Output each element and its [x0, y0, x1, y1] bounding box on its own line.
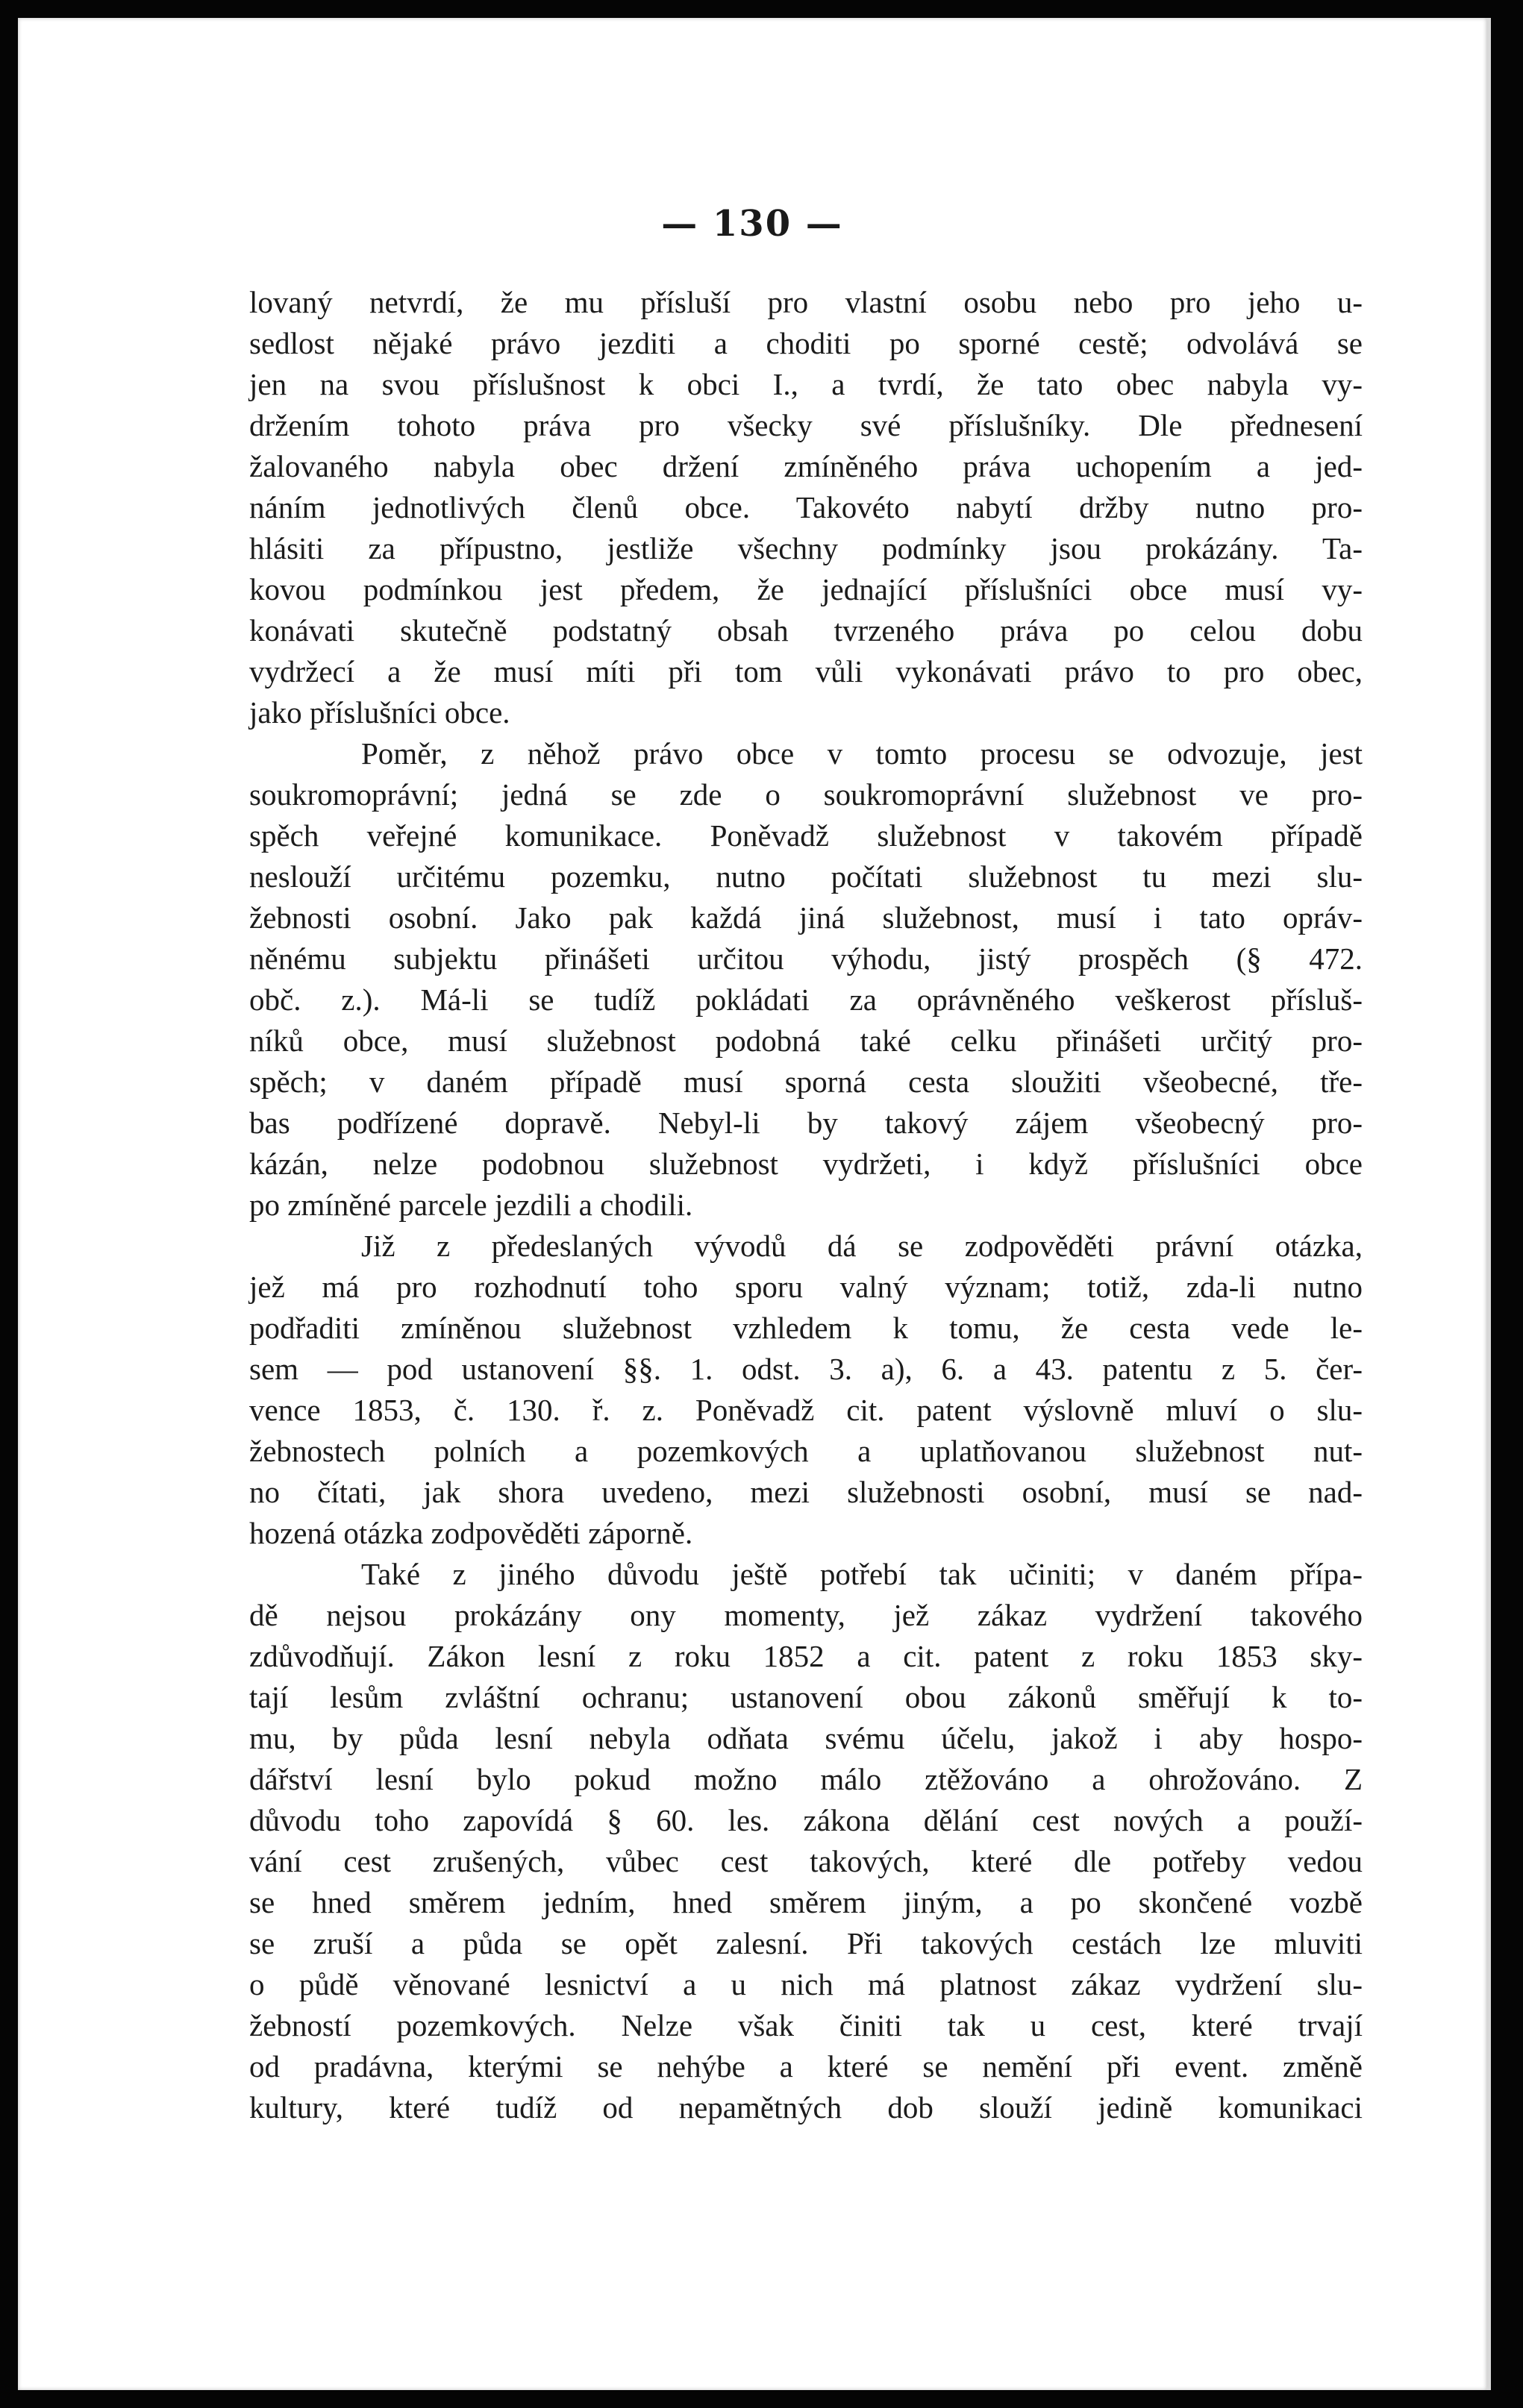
text-line: no čítati, jak shora uvedeno, mezi služebnosti osobní, musí se nad-: [249, 1475, 1363, 1509]
text-line: o půdě věnované lesnictví a u nich má platnost zákaz vydržení slu-: [249, 1967, 1363, 2001]
text-line: jen na svou příslušnost k obci I., a tvrdí, že tato obec nabyla vy-: [249, 367, 1363, 401]
text-line: po zmíněné parcele jezdili a chodili.: [249, 1188, 693, 1222]
paragraph-start-line: Také z jiného důvodu ještě potřebí tak učiniti; v daném přípa-: [361, 1557, 1363, 1591]
text-line: níků obce, musí služebnost podobná také celku přinášeti určitý pro-: [249, 1023, 1363, 1058]
text-line: vence 1853, č. 130. ř. z. Poněvadž cit. patent výslovně mluví o slu-: [249, 1393, 1363, 1427]
text-line: mu, by půda lesní nebyla odňata svému účelu, jakož i aby hospo-: [249, 1721, 1363, 1755]
page-edge: [1486, 18, 1491, 2390]
text-line: vání cest zrušených, vůbec cest takových, které dle potřeby vedou: [249, 1844, 1363, 1878]
text-line: bas podřízené dopravě. Nebyl-li by takový zájem všeobecný pro-: [249, 1106, 1363, 1140]
text-line: neslouží určitému pozemku, nutno počítati služebnost tu mezi slu-: [249, 859, 1363, 894]
text-line: hlásiti za přípustno, jestliže všechny podmínky jsou prokázány. Ta-: [249, 531, 1363, 565]
text-line: sedlost nějaké právo jezditi a choditi po sporné cestě; odvolává se: [249, 326, 1363, 360]
text-line: dářství lesní bylo pokud možno málo ztěžováno a ohrožováno. Z: [249, 1762, 1363, 1796]
text-line: kázán, nelze podobnou služebnost vydržeti, i když příslušníci obce: [249, 1147, 1363, 1181]
text-line: spěch veřejné komunikace. Poněvadž služebnost v takovém případě: [249, 818, 1363, 853]
text-line: jež má pro rozhodnutí toho sporu valný význam; totiž, zda-li nutno: [249, 1270, 1363, 1304]
text-line: podřaditi zmíněnou služebnost vzhledem k tomu, že cesta vede le-: [249, 1311, 1363, 1345]
text-line: vydržecí a že musí míti při tom vůli vykonávati právo to pro obec,: [249, 654, 1363, 689]
text-line: zdůvodňují. Zákon lesní z roku 1852 a cit. patent z roku 1853 sky-: [249, 1639, 1363, 1673]
text-line: náním jednotlivých členů obce. Takovéto nabytí držby nutno pro-: [249, 490, 1363, 524]
text-line: lovaný netvrdí, že mu přísluší pro vlastní osobu nebo pro jeho u-: [249, 285, 1363, 319]
text-line: od pradávna, kterými se nehýbe a které se nemění při event. změně: [249, 2049, 1363, 2084]
text-line: kultury, které tudíž od nepamětných dob slouží jedině komunikaci: [249, 2090, 1363, 2125]
text-line: se zruší a půda se opět zalesní. Při takových cestách lze mluviti: [249, 1926, 1363, 1960]
book-page: [18, 18, 1486, 2390]
text-line: spěch; v daném případě musí sporná cesta sloužiti všeobecné, tře-: [249, 1065, 1363, 1099]
text-line: se hned směrem jedním, hned směrem jiným, a po skončené vozbě: [249, 1885, 1363, 1919]
text-line: důvodu toho zapovídá § 60. les. zákona dělání cest nových a použí-: [249, 1803, 1363, 1837]
text-line: konávati skutečně podstatný obsah tvrzeného práva po celou dobu: [249, 613, 1363, 648]
paragraph-start-line: Již z předeslaných vývodů dá se zodpověděti právní otázka,: [361, 1229, 1363, 1263]
text-line: jako příslušníci obce.: [249, 695, 510, 730]
text-line: hozená otázka zodpověděti záporně.: [249, 1516, 693, 1550]
text-line: žalovaného nabyla obec držení zmíněného práva uchopením a jed-: [249, 449, 1363, 483]
text-line: sem — pod ustanovení §§. 1. odst. 3. a), 6. a 43. patentu z 5. čer-: [249, 1352, 1363, 1386]
text-line: obč. z.). Má-li se tudíž pokládati za oprávněného veškerost přísluš-: [249, 982, 1363, 1017]
text-line: dě nejsou prokázány ony momenty, jež zákaz vydržení takového: [249, 1598, 1363, 1632]
page-number: — 130 —: [661, 203, 843, 245]
text-line: soukromoprávní; jedná se zde o soukromoprávní služebnost ve pro-: [249, 777, 1363, 812]
text-line: žebnostech polních a pozemkových a uplatňovanou služebnost nut-: [249, 1434, 1363, 1468]
text-line: držením tohoto práva pro všecky své příslušníky. Dle přednesení: [249, 408, 1363, 442]
text-line: žebnosti osobní. Jako pak každá jiná služebnost, musí i tato opráv-: [249, 900, 1363, 935]
text-line: tají lesům zvláštní ochranu; ustanovení obou zákonů směřují k to-: [249, 1680, 1363, 1714]
body-text: [249, 282, 1363, 2128]
text-line: něnému subjektu přinášeti určitou výhodu, jistý prospěch (§ 472.: [249, 941, 1363, 976]
paragraph-start-line: Poměr, z něhož právo obce v tomto procesu se odvozuje, jest: [361, 736, 1363, 771]
text-line: kovou podmínkou jest předem, že jednající příslušníci obce musí vy-: [249, 572, 1363, 606]
text-line: žebností pozemkových. Nelze však činiti tak u cest, které trvají: [249, 2008, 1363, 2042]
